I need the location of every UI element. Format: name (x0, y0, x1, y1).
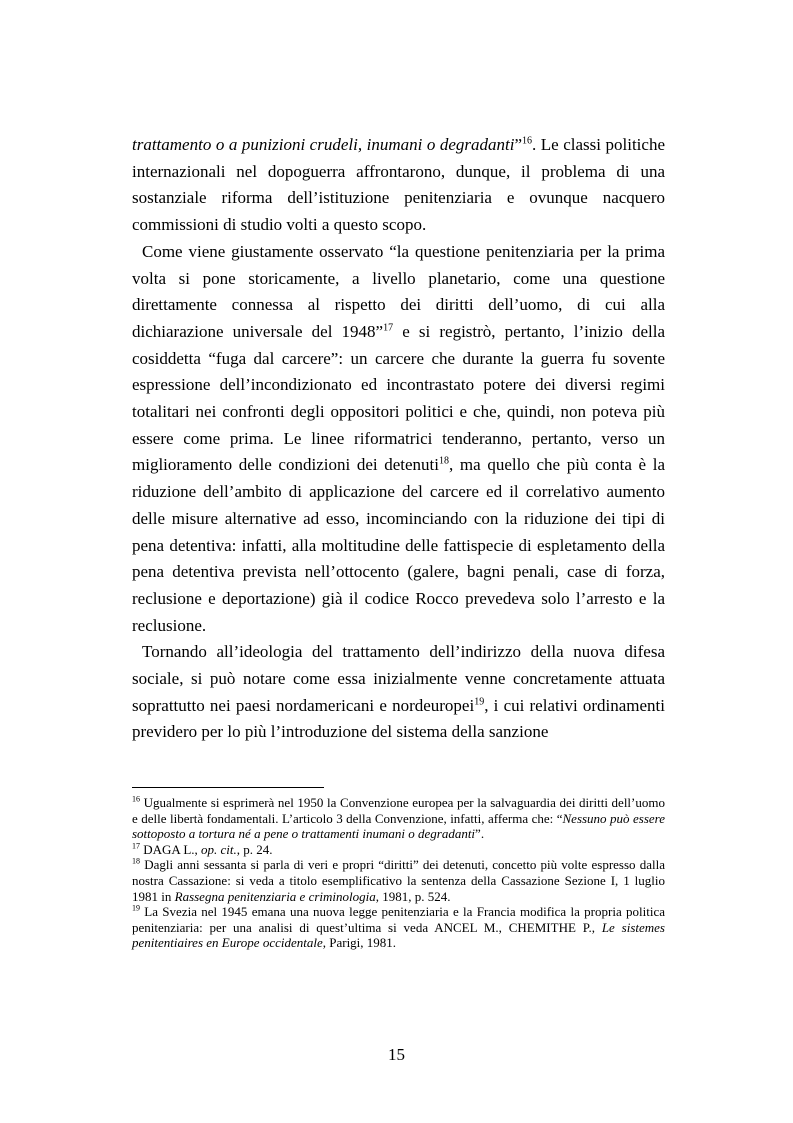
footnote-text: La Svezia nel 1945 emana una nuova legge penitenziaria e la Francia modifica la propria politica penitenziaria: per una analisi di quest’ultima si veda ANCEL M., CHEMITHE P., (132, 904, 665, 935)
footnote-separator (132, 787, 324, 788)
footnote-ref-16: 16 (522, 135, 533, 147)
close-quote: ” (514, 135, 523, 154)
footnote-italic: Nessuno può essere sottoposto a tortura né a pene o trattamenti inumani o degradanti (132, 810, 665, 842)
quote-italic: trattamento o a punizioni crudeli, inumani o degradanti (132, 135, 515, 154)
paragraph-2-text-a: Come viene giustamente osservato “la questione penitenziaria per la prima volta si pone storicamente, a livello planetario, come una questione direttamente connessa al rispetto dei diritti dell’uomo, di cui alla dichiarazione universale del 1948” (132, 241, 665, 341)
footnotes (132, 795, 665, 951)
footnote-16 (132, 795, 665, 842)
paragraph-3-text-b: , i cui relativi ordinamenti previdero per lo più l’introduzione del sistema della sanzione (132, 695, 665, 742)
footnote-ref-19: 19 (474, 696, 485, 708)
footnote-17 (132, 842, 665, 858)
page-number: 15 (388, 1045, 405, 1064)
footnote-18 (132, 857, 665, 904)
body-text (132, 132, 665, 746)
paragraph-3-text-a: Tornando all’ideologia del trattamento dell’indirizzo della nuova difesa sociale, si può notare come essa inizialmente venne concretamente attuata soprattutto nei paesi nordamericani e nordeuropei (132, 642, 665, 715)
paragraph-1 (132, 132, 665, 239)
footnote-text: DAGA L., (140, 841, 202, 857)
footnote-text: Dagli anni sessanta si parla di veri e propri “diritti” dei detenuti, concetto più volte espresso dalla nostra Cassazione: si veda a titolo esemplificativo la sentenza della Cassazione Sezione I, 1 luglio 1981 in (132, 857, 665, 904)
footnote-19 (132, 904, 665, 951)
footnote-text: , Parigi, 1981. (322, 935, 397, 951)
paragraph-2 (132, 239, 665, 640)
footnote-number: 17 (132, 841, 140, 851)
paragraph-2-text-c: , ma quello che più conta è la riduzione dell’ambito di applicazione del carcere ed il correlativo aumento delle misure alternative ad esso, incominciando con la riduzione dei tipi di pena detentiva: infatti, alla moltitudine delle fattispecie di espletamento della pena detentiva prevista nell’ottocento (galere, bagni penali, case di forza, reclusione e deportazione) già il codice Rocco prevedeva solo l’arresto e la reclusione. (132, 455, 666, 635)
footnote-ref-17: 17 (383, 322, 394, 334)
footnote-text: , 1981, p. 524. (375, 888, 451, 904)
footnote-number: 16 (132, 794, 140, 804)
footnote-italic: Rassegna penitenziaria e criminologia (174, 888, 376, 904)
paragraph-3 (132, 639, 665, 746)
footnote-text: , p. 24. (236, 841, 273, 857)
footnote-italic: Le sistemes penitentiaires en Europe occidentale (132, 919, 665, 951)
footnote-number: 18 (132, 857, 140, 867)
paragraph-2-text-b: e si registrò, pertanto, l’inizio della cosiddetta “fuga dal carcere”: un carcere che durante la guerra fu sovente espressione dell’incondizionato ed incontrastato potere dei diversi regimi totalitari nei confronti degli oppositori politici e che, quindi, non poteva più essere come prima. Le linee riformatrici tenderanno, pertanto, verso un miglioramento delle condizioni dei detenuti (132, 321, 665, 475)
footnote-ref-18: 18 (439, 455, 450, 467)
footnote-text: ”. (475, 826, 485, 842)
footnote-italic: op. cit. (201, 841, 237, 857)
footnote-number: 19 (132, 903, 140, 913)
paragraph-1-text: . Le classi politiche internazionali nel dopoguerra affrontarono, dunque, il problema di una sostanziale riforma dell’istituzione penitenziaria e ovunque nacquero commissioni di studio volti a questo scopo. (132, 135, 665, 235)
footnote-text: Ugualmente si esprimerà nel 1950 la Convenzione europea per la salvaguardia dei diritti dell’uomo e delle libertà fondamentali. L’articolo 3 della Convenzione, infatti, afferma che: “ (132, 795, 665, 826)
